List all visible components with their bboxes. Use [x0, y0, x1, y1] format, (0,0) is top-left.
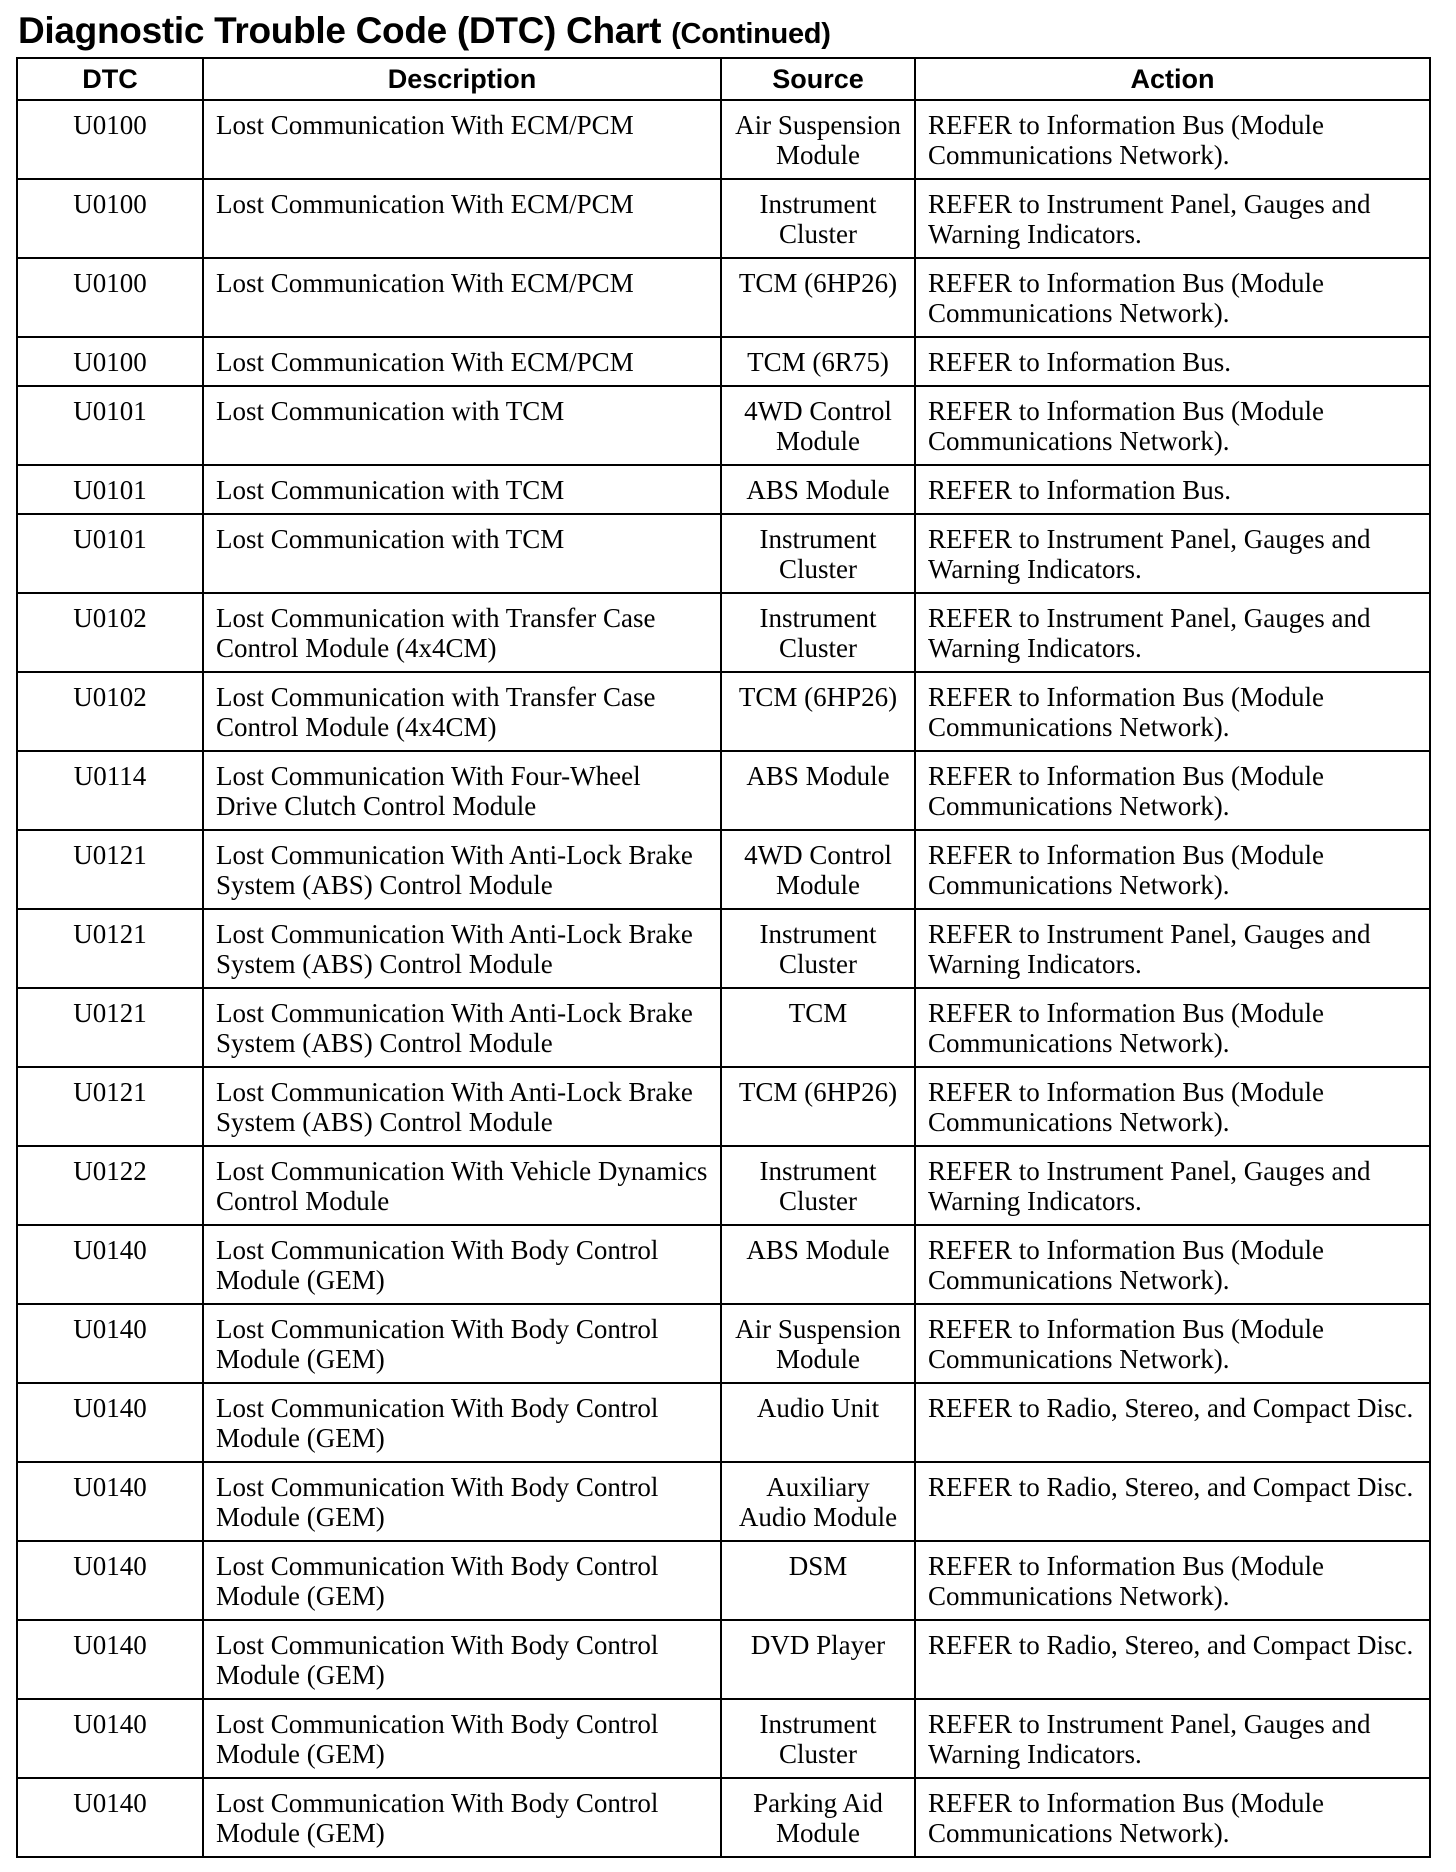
column-header-dtc: DTC	[17, 58, 203, 100]
dtc-code-cell: U0140	[17, 1541, 203, 1620]
dtc-code-cell: U0100	[17, 258, 203, 337]
action-cell: REFER to Information Bus (Module Communications Network).	[915, 1225, 1430, 1304]
description-cell: Lost Communication With Anti-Lock Brake System (ABS) Control Module	[203, 909, 721, 988]
action-cell: REFER to Information Bus (Module Communications Network).	[915, 386, 1430, 465]
table-row	[17, 1541, 1430, 1620]
description-cell: Lost Communication with Transfer Case Control Module (4x4CM)	[203, 593, 721, 672]
dtc-code-cell: U0140	[17, 1462, 203, 1541]
dtc-table-body	[17, 100, 1430, 1857]
description-cell: Lost Communication With Body Control Module (GEM)	[203, 1541, 721, 1620]
source-cell: Auxiliary Audio Module	[721, 1462, 915, 1541]
dtc-code-cell: U0140	[17, 1699, 203, 1778]
table-row	[17, 751, 1430, 830]
table-row	[17, 514, 1430, 593]
source-cell: ABS Module	[721, 751, 915, 830]
dtc-code-cell: U0101	[17, 465, 203, 514]
table-row	[17, 100, 1430, 179]
action-cell: REFER to Instrument Panel, Gauges and Warning Indicators.	[915, 514, 1430, 593]
table-row	[17, 179, 1430, 258]
action-cell: REFER to Instrument Panel, Gauges and Warning Indicators.	[915, 1146, 1430, 1225]
source-cell: 4WD Control Module	[721, 830, 915, 909]
source-cell: Air Suspension Module	[721, 100, 915, 179]
action-cell: REFER to Information Bus (Module Communications Network).	[915, 751, 1430, 830]
source-cell: TCM	[721, 988, 915, 1067]
dtc-code-cell: U0100	[17, 337, 203, 386]
table-row	[17, 337, 1430, 386]
description-cell: Lost Communication With ECM/PCM	[203, 258, 721, 337]
description-cell: Lost Communication With Body Control Module (GEM)	[203, 1383, 721, 1462]
dtc-code-cell: U0121	[17, 988, 203, 1067]
title-text: Diagnostic Trouble Code (DTC) Chart	[18, 10, 662, 51]
dtc-code-cell: U0101	[17, 514, 203, 593]
action-cell: REFER to Information Bus (Module Communications Network).	[915, 1541, 1430, 1620]
action-cell: REFER to Information Bus (Module Communications Network).	[915, 988, 1430, 1067]
source-cell: Parking Aid Module	[721, 1778, 915, 1857]
dtc-code-cell: U0140	[17, 1225, 203, 1304]
source-cell: Instrument Cluster	[721, 1146, 915, 1225]
column-header-action: Action	[915, 58, 1430, 100]
table-row	[17, 593, 1430, 672]
table-row	[17, 1778, 1430, 1857]
action-cell: REFER to Instrument Panel, Gauges and Warning Indicators.	[915, 179, 1430, 258]
description-cell: Lost Communication With Body Control Module (GEM)	[203, 1304, 721, 1383]
header-row	[17, 58, 1430, 100]
description-cell: Lost Communication With ECM/PCM	[203, 179, 721, 258]
description-cell: Lost Communication With ECM/PCM	[203, 100, 721, 179]
source-cell: ABS Module	[721, 465, 915, 514]
dtc-code-cell: U0121	[17, 1067, 203, 1146]
source-cell: DSM	[721, 1541, 915, 1620]
action-cell: REFER to Information Bus (Module Communications Network).	[915, 1778, 1430, 1857]
table-row	[17, 1620, 1430, 1699]
action-cell: REFER to Radio, Stereo, and Compact Disc.	[915, 1620, 1430, 1699]
dtc-code-cell: U0101	[17, 386, 203, 465]
table-row	[17, 1225, 1430, 1304]
table-row	[17, 1304, 1430, 1383]
dtc-code-cell: U0102	[17, 672, 203, 751]
action-cell: REFER to Instrument Panel, Gauges and Warning Indicators.	[915, 1699, 1430, 1778]
description-cell: Lost Communication With Body Control Module (GEM)	[203, 1778, 721, 1857]
action-cell: REFER to Instrument Panel, Gauges and Warning Indicators.	[915, 593, 1430, 672]
table-row	[17, 258, 1430, 337]
description-cell: Lost Communication With Anti-Lock Brake System (ABS) Control Module	[203, 1067, 721, 1146]
dtc-code-cell: U0121	[17, 830, 203, 909]
dtc-code-cell: U0122	[17, 1146, 203, 1225]
description-cell: Lost Communication with TCM	[203, 514, 721, 593]
table-row	[17, 830, 1430, 909]
description-cell: Lost Communication With Anti-Lock Brake System (ABS) Control Module	[203, 830, 721, 909]
dtc-code-cell: U0140	[17, 1778, 203, 1857]
dtc-table	[16, 57, 1431, 1858]
table-row	[17, 386, 1430, 465]
source-cell: Instrument Cluster	[721, 179, 915, 258]
source-cell: 4WD Control Module	[721, 386, 915, 465]
table-row	[17, 988, 1430, 1067]
table-row	[17, 672, 1430, 751]
description-cell: Lost Communication with TCM	[203, 465, 721, 514]
dtc-code-cell: U0121	[17, 909, 203, 988]
description-cell: Lost Communication With Body Control Module (GEM)	[203, 1699, 721, 1778]
description-cell: Lost Communication With Body Control Module (GEM)	[203, 1225, 721, 1304]
description-cell: Lost Communication with Transfer Case Control Module (4x4CM)	[203, 672, 721, 751]
description-cell: Lost Communication With Vehicle Dynamics Control Module	[203, 1146, 721, 1225]
description-cell: Lost Communication With Body Control Module (GEM)	[203, 1620, 721, 1699]
source-cell: TCM (6HP26)	[721, 1067, 915, 1146]
description-cell: Lost Communication with TCM	[203, 386, 721, 465]
dtc-code-cell: U0102	[17, 593, 203, 672]
column-header-description: Description	[203, 58, 721, 100]
title-suffix: (Continued)	[671, 18, 831, 50]
dtc-code-cell: U0140	[17, 1383, 203, 1462]
table-row	[17, 1067, 1430, 1146]
source-cell: Audio Unit	[721, 1383, 915, 1462]
source-cell: TCM (6HP26)	[721, 258, 915, 337]
action-cell: REFER to Information Bus.	[915, 337, 1430, 386]
description-cell: Lost Communication With Body Control Module (GEM)	[203, 1462, 721, 1541]
action-cell: REFER to Instrument Panel, Gauges and Warning Indicators.	[915, 909, 1430, 988]
dtc-code-cell: U0114	[17, 751, 203, 830]
action-cell: REFER to Information Bus.	[915, 465, 1430, 514]
dtc-code-cell: U0140	[17, 1304, 203, 1383]
table-row	[17, 1146, 1430, 1225]
source-cell: Instrument Cluster	[721, 514, 915, 593]
action-cell: REFER to Information Bus (Module Communications Network).	[915, 100, 1430, 179]
source-cell: TCM (6HP26)	[721, 672, 915, 751]
table-row	[17, 909, 1430, 988]
source-cell: Instrument Cluster	[721, 909, 915, 988]
action-cell: REFER to Information Bus (Module Communications Network).	[915, 1304, 1430, 1383]
action-cell: REFER to Information Bus (Module Communications Network).	[915, 1067, 1430, 1146]
dtc-code-cell: U0100	[17, 179, 203, 258]
source-cell: ABS Module	[721, 1225, 915, 1304]
description-cell: Lost Communication With Four-Wheel Drive Clutch Control Module	[203, 751, 721, 830]
action-cell: REFER to Information Bus (Module Communications Network).	[915, 830, 1430, 909]
dtc-code-cell: U0100	[17, 100, 203, 179]
table-row	[17, 465, 1430, 514]
action-cell: REFER to Information Bus (Module Communications Network).	[915, 672, 1430, 751]
action-cell: REFER to Information Bus (Module Communications Network).	[915, 258, 1430, 337]
source-cell: Instrument Cluster	[721, 593, 915, 672]
source-cell: Instrument Cluster	[721, 1699, 915, 1778]
table-row	[17, 1462, 1430, 1541]
action-cell: REFER to Radio, Stereo, and Compact Disc.	[915, 1462, 1430, 1541]
column-header-source: Source	[721, 58, 915, 100]
page-title	[18, 6, 831, 59]
source-cell: TCM (6R75)	[721, 337, 915, 386]
table-row	[17, 1699, 1430, 1778]
description-cell: Lost Communication With Anti-Lock Brake System (ABS) Control Module	[203, 988, 721, 1067]
action-cell: REFER to Radio, Stereo, and Compact Disc.	[915, 1383, 1430, 1462]
dtc-code-cell: U0140	[17, 1620, 203, 1699]
source-cell: DVD Player	[721, 1620, 915, 1699]
description-cell: Lost Communication With ECM/PCM	[203, 337, 721, 386]
table-row	[17, 1383, 1430, 1462]
source-cell: Air Suspension Module	[721, 1304, 915, 1383]
